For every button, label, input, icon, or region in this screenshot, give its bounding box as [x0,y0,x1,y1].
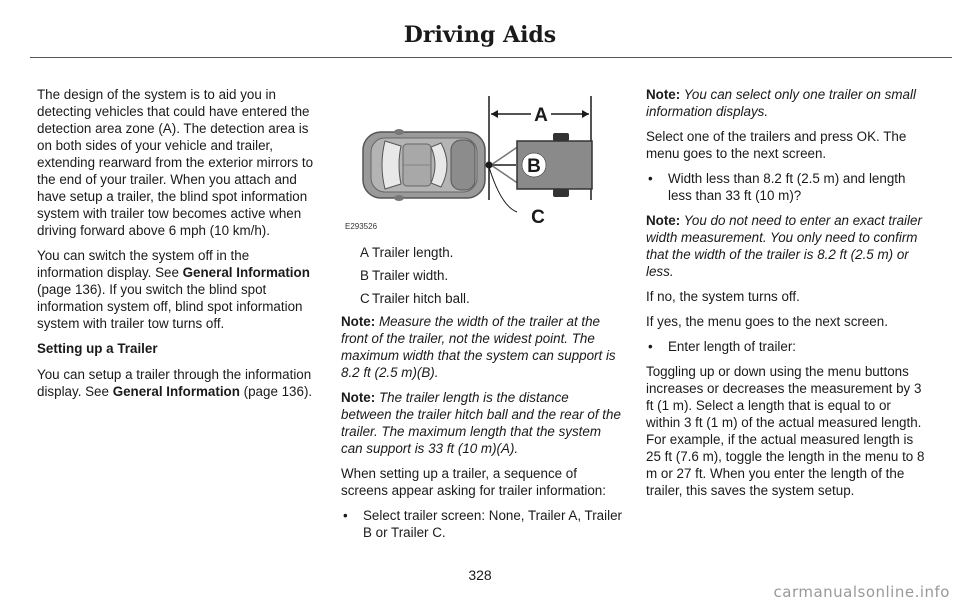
paragraph-toggling: Toggling up or down using the menu buttons increases or decreases the measurement by 3 ft (1 m). Select a length that is equal to or within 3 ft (1 m) of the actual measured length. For example, if the actual measured length is 25 ft (7.6 m), toggle the length in the menu to 8 m or 27 ft. When you enter the length of the trailer, this saves the system setup. [646,364,925,498]
general-information-link[interactable]: General Information [112,384,240,399]
legend-row [341,267,623,284]
text: (page 136). [239,384,313,399]
bullet-icon: • [343,508,348,523]
paragraph-detection-area: The design of the system is to aid you in detecting vehicles that could have entered the detection area zone (A). The detection area is on both sides of your vehicle and trailer, extending rearward from the exterior mirrors to the end of your trailer. When you attach and have setup a trailer, the blind spot information system with trailer tow becomes active when driving forward above 6 mph (10 km/h). [37,87,314,238]
paragraph-if-yes: If yes, the menu goes to the next screen. [646,314,888,329]
note-text: You do not need to enter an exact trailer width measurement. You only need to confirm that the width of the trailer is 8.2 ft (2.5 m) or less. [646,213,922,279]
arrowhead [491,110,498,118]
trailer-diagram [341,88,623,238]
figure-code: E293526 [345,222,378,231]
tow-chain [491,165,519,184]
page-title: Driving Aids [403,22,557,48]
note-width-confirm [646,212,928,280]
list-item-text: Width less than 8.2 ft (2.5 m) and length less than 33 ft (10 m)? [668,171,906,203]
label-b: B [527,156,541,177]
note-label: Note: [341,314,376,329]
note-label: Note: [341,390,376,405]
paragraph-if-no: If no, the system turns off. [646,289,800,304]
legend-text: Trailer hitch ball. [372,291,470,306]
legend-key: C [360,291,370,306]
watermark: carmanualsonline.info [773,583,950,601]
note-text: The trailer length is the distance between the trailer hitch ball and the rear of the trailer. The maximum length that the system can support is 33 ft (10 m)(A). [341,390,621,456]
label-c: C [531,207,545,228]
note-small-display [646,86,928,120]
list-item [646,338,928,355]
bullet-icon: • [648,171,653,186]
tow-chain [491,146,519,165]
column-right [646,86,928,507]
car-trailer-illustration [341,88,623,238]
label-a: A [534,105,548,126]
text: (page 136). If you switch the blind spot information system off, blind spot information system with trailer tow turns off. [37,282,303,331]
paragraph-setup [37,366,319,400]
header-divider [30,57,952,58]
page-number: 328 [468,567,492,583]
section-heading: Setting up a Trailer [37,341,158,356]
legend-row [341,244,623,261]
note-text: Measure the width of the trailer at the front of the trailer, not the widest point. The maximum width that the system can support is 8.2 ft (2.5 m)(B). [341,314,616,380]
list-item [341,507,623,541]
car-illustration [363,129,485,201]
column-left [37,86,319,408]
note-label: Note: [646,87,681,102]
legend-text: Trailer length. [372,245,454,260]
list-item [646,170,928,204]
bullet-icon: • [648,339,653,354]
text: You can switch the system off in the information display. See [37,248,250,280]
text: You can setup a trailer through the information display. See [37,367,312,399]
legend-text: Trailer width. [372,268,449,283]
note-length [341,389,623,457]
paragraph-select-trailer: Select one of the trailers and press OK. The menu goes to the next screen. [646,129,907,161]
column-middle [341,88,623,549]
list-item-text: Select trailer screen: None, Trailer A, Trailer B or Trailer C. [363,508,622,540]
note-width [341,313,623,381]
legend-row [341,290,623,307]
note-label: Note: [646,213,681,228]
legend-key: A [360,245,369,260]
legend-key: B [360,268,369,283]
paragraph-sequence: When setting up a trailer, a sequence of screens appear asking for trailer information: [341,466,606,498]
list-item-text: Enter length of trailer: [668,339,797,354]
note-text: You can select only one trailer on small information displays. [646,87,916,119]
arrowhead [582,110,589,118]
paragraph-switch-off [37,247,319,332]
general-information-link[interactable]: General Information [182,265,310,280]
legend [341,244,623,307]
